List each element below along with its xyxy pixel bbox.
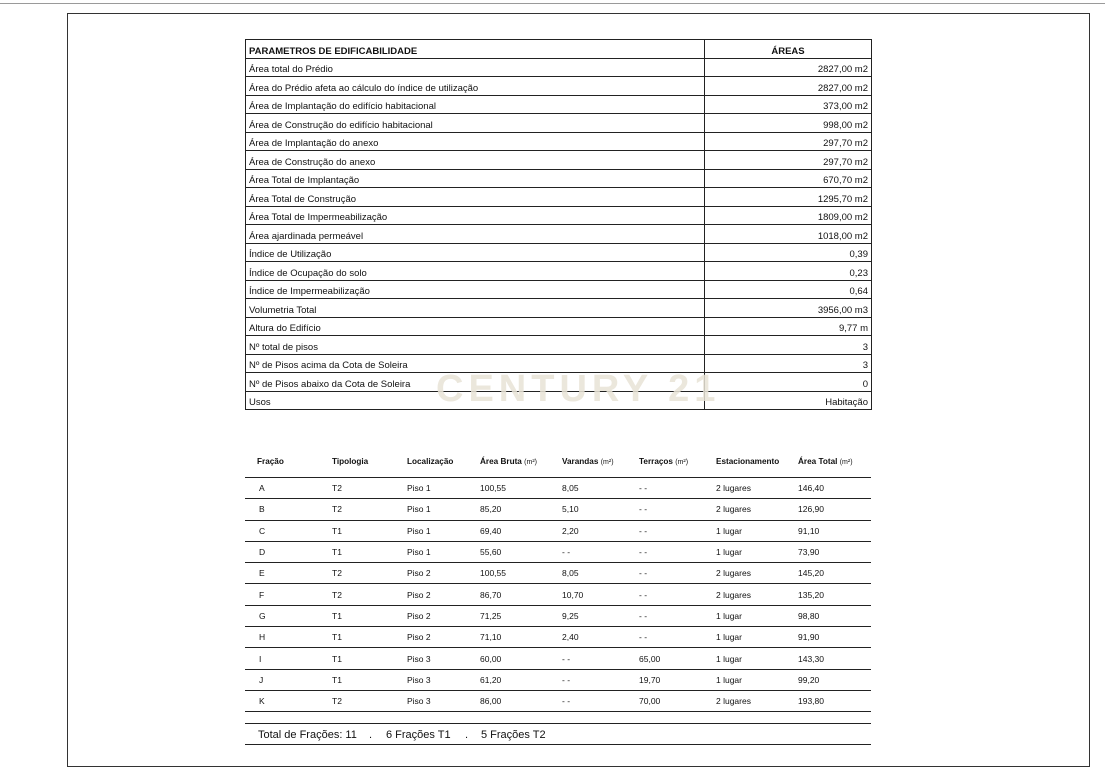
cell-varandas: 8,05 bbox=[550, 478, 627, 499]
parameter-value: 1018,00 m2 bbox=[705, 225, 872, 244]
summary-t2: 5 Frações T2 bbox=[481, 729, 546, 741]
cell-area-bruta: 86,00 bbox=[468, 690, 550, 711]
cell-terracos: 65,00 bbox=[627, 648, 704, 669]
summary-total: Total de Frações: 11 bbox=[258, 729, 357, 741]
cell-area-bruta: 71,25 bbox=[468, 605, 550, 626]
parameter-row bbox=[246, 373, 872, 392]
cell-varandas: - - bbox=[550, 541, 627, 562]
cell-varandas: 2,20 bbox=[550, 520, 627, 541]
summary-t1: 6 Frações T1 bbox=[386, 729, 451, 741]
cell-tipologia: T2 bbox=[320, 563, 395, 584]
fraction-row bbox=[245, 499, 871, 520]
cell-estacionamento: 1 lugar bbox=[704, 648, 786, 669]
cell-fracao: F bbox=[245, 584, 320, 605]
cell-estacionamento: 2 lugares bbox=[704, 563, 786, 584]
parameter-row bbox=[246, 243, 872, 262]
parameters-header-row bbox=[246, 40, 872, 59]
cell-tipologia: T2 bbox=[320, 499, 395, 520]
header-area-bruta: Área Bruta (m²) bbox=[468, 446, 550, 478]
parameters-body bbox=[246, 58, 872, 410]
cell-fracao: C bbox=[245, 520, 320, 541]
parameter-value: 0,39 bbox=[705, 243, 872, 262]
parameter-label: Área de Construção do edifício habitacional bbox=[246, 114, 705, 133]
parameter-row bbox=[246, 151, 872, 170]
header-area-total: Área Total (m²) bbox=[786, 446, 871, 478]
parameter-row bbox=[246, 336, 872, 355]
summary-separator: . bbox=[465, 729, 469, 741]
cell-area-bruta: 100,55 bbox=[468, 478, 550, 499]
cell-area-total: 193,80 bbox=[786, 690, 871, 711]
parameters-table bbox=[245, 39, 872, 410]
parameter-row bbox=[246, 169, 872, 188]
cell-localizacao: Piso 2 bbox=[395, 584, 468, 605]
cell-varandas: 9,25 bbox=[550, 605, 627, 626]
cell-tipologia: T2 bbox=[320, 690, 395, 711]
cell-localizacao: Piso 3 bbox=[395, 690, 468, 711]
parameter-label: Área Total de Implantação bbox=[246, 169, 705, 188]
parameter-row bbox=[246, 95, 872, 114]
cell-localizacao: Piso 1 bbox=[395, 541, 468, 562]
parameter-row bbox=[246, 114, 872, 133]
header-varandas: Varandas (m²) bbox=[550, 446, 627, 478]
fraction-row bbox=[245, 627, 871, 648]
cell-area-total: 135,20 bbox=[786, 584, 871, 605]
parameter-value: 2827,00 m2 bbox=[705, 77, 872, 96]
cell-terracos: - - bbox=[627, 605, 704, 626]
cell-area-bruta: 55,60 bbox=[468, 541, 550, 562]
fraction-row bbox=[245, 669, 871, 690]
fractions-body bbox=[245, 478, 871, 712]
fraction-row bbox=[245, 478, 871, 499]
cell-tipologia: T1 bbox=[320, 520, 395, 541]
parameter-value: 2827,00 m2 bbox=[705, 58, 872, 77]
cell-localizacao: Piso 2 bbox=[395, 563, 468, 584]
parameter-value: 3 bbox=[705, 354, 872, 373]
parameter-label: Usos bbox=[246, 391, 705, 410]
cell-fracao: H bbox=[245, 627, 320, 648]
cell-terracos: - - bbox=[627, 541, 704, 562]
parameter-value: 0,64 bbox=[705, 280, 872, 299]
parameter-label: Área total do Prédio bbox=[246, 58, 705, 77]
parameter-label: Índice de Ocupação do solo bbox=[246, 262, 705, 281]
cell-localizacao: Piso 1 bbox=[395, 520, 468, 541]
parameter-label: Índice de Utilização bbox=[246, 243, 705, 262]
cell-tipologia: T1 bbox=[320, 648, 395, 669]
cell-tipologia: T2 bbox=[320, 584, 395, 605]
cell-area-total: 146,40 bbox=[786, 478, 871, 499]
parameter-value: Habitação bbox=[705, 391, 872, 410]
parameter-value: 297,70 m2 bbox=[705, 151, 872, 170]
cell-terracos: - - bbox=[627, 584, 704, 605]
cell-terracos: 19,70 bbox=[627, 669, 704, 690]
watermark-logo: CENTURY 21 bbox=[436, 368, 721, 410]
parameter-value: 998,00 m2 bbox=[705, 114, 872, 133]
fractions-header-row bbox=[245, 446, 871, 478]
cell-tipologia: T2 bbox=[320, 478, 395, 499]
parameter-row bbox=[246, 58, 872, 77]
fractions-table bbox=[245, 446, 871, 712]
parameter-label: Nº de Pisos abaixo da Cota de Soleira bbox=[246, 373, 705, 392]
cell-localizacao: Piso 1 bbox=[395, 478, 468, 499]
parameter-value: 0,23 bbox=[705, 262, 872, 281]
parameter-label: Área de Implantação do edifício habitacional bbox=[246, 95, 705, 114]
cell-area-bruta: 61,20 bbox=[468, 669, 550, 690]
header-fracao: Fração bbox=[245, 446, 320, 478]
parameter-value: 297,70 m2 bbox=[705, 132, 872, 151]
parameter-row bbox=[246, 206, 872, 225]
parameter-value: 0 bbox=[705, 373, 872, 392]
parameters-header-label: PARAMETROS DE EDIFICABILIDADE bbox=[246, 40, 705, 59]
parameter-row bbox=[246, 132, 872, 151]
cell-terracos: - - bbox=[627, 563, 704, 584]
cell-area-total: 91,90 bbox=[786, 627, 871, 648]
cell-tipologia: T1 bbox=[320, 541, 395, 562]
fraction-row bbox=[245, 690, 871, 711]
cell-terracos: - - bbox=[627, 627, 704, 648]
cell-varandas: - - bbox=[550, 669, 627, 690]
cell-fracao: E bbox=[245, 563, 320, 584]
cell-localizacao: Piso 2 bbox=[395, 627, 468, 648]
cell-estacionamento: 1 lugar bbox=[704, 627, 786, 648]
header-localizacao: Localização bbox=[395, 446, 468, 478]
parameter-value: 1809,00 m2 bbox=[705, 206, 872, 225]
header-terracos: Terraços (m²) bbox=[627, 446, 704, 478]
cell-terracos: - - bbox=[627, 520, 704, 541]
cell-area-total: 143,30 bbox=[786, 648, 871, 669]
cell-tipologia: T1 bbox=[320, 605, 395, 626]
cell-terracos: - - bbox=[627, 499, 704, 520]
cell-localizacao: Piso 3 bbox=[395, 669, 468, 690]
cell-fracao: G bbox=[245, 605, 320, 626]
cell-area-bruta: 86,70 bbox=[468, 584, 550, 605]
cell-varandas: 10,70 bbox=[550, 584, 627, 605]
parameter-value: 3 bbox=[705, 336, 872, 355]
fraction-row bbox=[245, 541, 871, 562]
cell-estacionamento: 2 lugares bbox=[704, 584, 786, 605]
cell-terracos: - - bbox=[627, 478, 704, 499]
parameter-label: Índice de Impermeabilização bbox=[246, 280, 705, 299]
cell-localizacao: Piso 3 bbox=[395, 648, 468, 669]
cell-area-bruta: 71,10 bbox=[468, 627, 550, 648]
cell-estacionamento: 2 lugares bbox=[704, 690, 786, 711]
cell-area-bruta: 85,20 bbox=[468, 499, 550, 520]
parameter-label: Nº de Pisos acima da Cota de Soleira bbox=[246, 354, 705, 373]
parameter-row bbox=[246, 77, 872, 96]
cell-area-total: 145,20 bbox=[786, 563, 871, 584]
cell-estacionamento: 1 lugar bbox=[704, 605, 786, 626]
cell-varandas: - - bbox=[550, 648, 627, 669]
fraction-row bbox=[245, 520, 871, 541]
cell-area-bruta: 60,00 bbox=[468, 648, 550, 669]
cell-estacionamento: 1 lugar bbox=[704, 541, 786, 562]
parameter-value: 1295,70 m2 bbox=[705, 188, 872, 207]
cell-varandas: - - bbox=[550, 690, 627, 711]
cell-fracao: D bbox=[245, 541, 320, 562]
cell-varandas: 8,05 bbox=[550, 563, 627, 584]
cell-area-total: 98,80 bbox=[786, 605, 871, 626]
summary-separator: . bbox=[369, 729, 373, 741]
cell-estacionamento: 1 lugar bbox=[704, 669, 786, 690]
cell-fracao: I bbox=[245, 648, 320, 669]
cell-estacionamento: 2 lugares bbox=[704, 478, 786, 499]
cell-terracos: 70,00 bbox=[627, 690, 704, 711]
cell-estacionamento: 2 lugares bbox=[704, 499, 786, 520]
cell-fracao: J bbox=[245, 669, 320, 690]
header-estacionamento: Estacionamento bbox=[704, 446, 786, 478]
parameter-label: Altura do Edifício bbox=[246, 317, 705, 336]
cell-fracao: B bbox=[245, 499, 320, 520]
cell-varandas: 2,40 bbox=[550, 627, 627, 648]
parameter-label: Área do Prédio afeta ao cálculo do índice de utilização bbox=[246, 77, 705, 96]
cell-tipologia: T1 bbox=[320, 627, 395, 648]
fraction-row bbox=[245, 648, 871, 669]
top-rule bbox=[0, 3, 1105, 4]
parameter-label: Área Total de Impermeabilização bbox=[246, 206, 705, 225]
cell-localizacao: Piso 2 bbox=[395, 605, 468, 626]
fraction-row bbox=[245, 605, 871, 626]
header-tipologia: Tipologia bbox=[320, 446, 395, 478]
cell-area-bruta: 100,55 bbox=[468, 563, 550, 584]
cell-area-total: 91,10 bbox=[786, 520, 871, 541]
cell-localizacao: Piso 1 bbox=[395, 499, 468, 520]
cell-area-bruta: 69,40 bbox=[468, 520, 550, 541]
parameter-row bbox=[246, 188, 872, 207]
cell-tipologia: T1 bbox=[320, 669, 395, 690]
parameter-row bbox=[246, 262, 872, 281]
parameter-row bbox=[246, 354, 872, 373]
parameter-row bbox=[246, 225, 872, 244]
parameter-label: Volumetria Total bbox=[246, 299, 705, 318]
cell-estacionamento: 1 lugar bbox=[704, 520, 786, 541]
cell-fracao: A bbox=[245, 478, 320, 499]
parameter-label: Área de Construção do anexo bbox=[246, 151, 705, 170]
cell-fracao: K bbox=[245, 690, 320, 711]
parameter-row bbox=[246, 317, 872, 336]
parameter-value: 670,70 m2 bbox=[705, 169, 872, 188]
parameter-label: Área ajardinada permeável bbox=[246, 225, 705, 244]
parameter-value: 9,77 m bbox=[705, 317, 872, 336]
parameter-label: Área Total de Construção bbox=[246, 188, 705, 207]
cell-varandas: 5,10 bbox=[550, 499, 627, 520]
fractions-summary bbox=[245, 723, 871, 745]
cell-area-total: 126,90 bbox=[786, 499, 871, 520]
parameter-row bbox=[246, 391, 872, 410]
parameter-value: 373,00 m2 bbox=[705, 95, 872, 114]
parameter-value: 3956,00 m3 bbox=[705, 299, 872, 318]
parameter-label: Área de Implantação do anexo bbox=[246, 132, 705, 151]
parameters-header-areas: ÁREAS bbox=[705, 40, 872, 59]
fraction-row bbox=[245, 584, 871, 605]
cell-area-total: 73,90 bbox=[786, 541, 871, 562]
parameter-label: Nº total de pisos bbox=[246, 336, 705, 355]
parameter-row bbox=[246, 280, 872, 299]
cell-area-total: 99,20 bbox=[786, 669, 871, 690]
fraction-row bbox=[245, 563, 871, 584]
parameter-row bbox=[246, 299, 872, 318]
